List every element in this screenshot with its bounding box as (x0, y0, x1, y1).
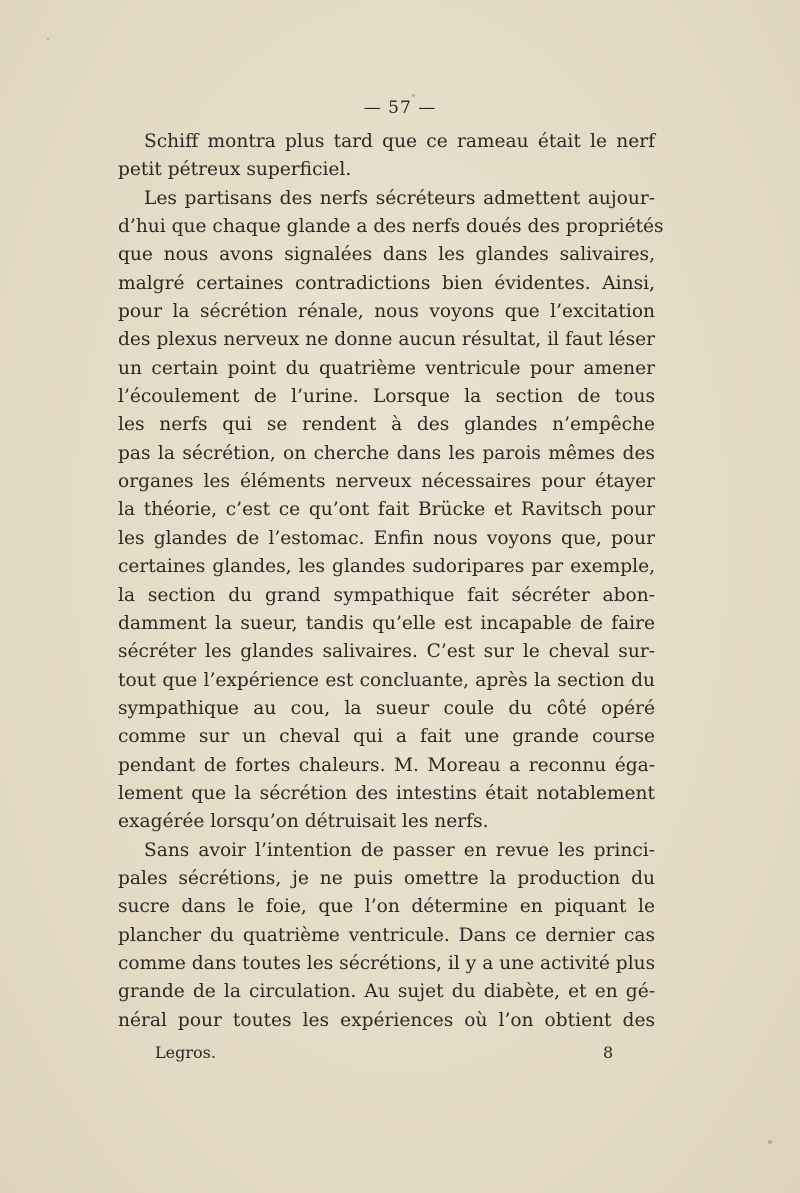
text-line: sucre dans le foie, que l’on détermine en piquant le (118, 896, 655, 918)
text-line: les glandes de l’estomac. Enfin nous voyons que, pour (118, 527, 655, 549)
text-line: un certain point du quatrième ventricule pour amener (118, 357, 655, 379)
text-line: organes les éléments nerveux nécessaires pour étayer (118, 471, 655, 493)
paper-speck (412, 94, 415, 97)
page-number: — 57 — (363, 98, 437, 118)
text-line: que nous avons signalées dans les glandes salivaires, (118, 244, 655, 266)
text-line: sympathique au cou, la sueur coule du côté opéré (118, 697, 655, 719)
text-line: la section du grand sympathique fait sécréter abon- (118, 584, 655, 606)
text-line: damment la sueur, tandis qu’elle est incapable de faire (118, 612, 655, 634)
text-line: pour la sécrétion rénale, nous voyons que l’excitation (118, 301, 655, 323)
text-line: grande de la circulation. Au sujet du diabète, et en gé- (118, 981, 655, 1003)
text-line: la théorie, c’est ce qu’ont fait Brücke et Ravitsch pour (118, 499, 655, 521)
text-line: Schiff montra plus tard que ce rameau était le nerf (144, 131, 655, 152)
text-line: l’écoulement de l’urine. Lorsque la section de tous (118, 386, 655, 408)
paper-speck (768, 1140, 772, 1144)
body-text (118, 128, 664, 1035)
text-line: pas la sécrétion, on cherche dans les parois mêmes des (118, 442, 655, 464)
text-line: d’hui que chaque glande a des nerfs doués des propriétés (118, 216, 664, 238)
text-line: des plexus nerveux ne donne aucun résultat, il faut léser (118, 329, 655, 351)
text-line: pales sécrétions, je ne puis omettre la production du (118, 867, 655, 889)
text-line: sécréter les glandes salivaires. C’est sur le cheval sur- (118, 641, 655, 663)
text-line: lement que la sécrétion des intestins était notablement (118, 782, 655, 804)
text-line: plancher du quatrième ventricule. Dans ce dernier cas (118, 924, 655, 946)
text-line: exagérée lorsqu’on détruisait les nerfs. (118, 811, 489, 833)
text-line: comme dans toutes les sécrétions, il y a une activité plus (118, 952, 656, 974)
text-line: néral pour toutes les expériences où l’on obtient des (118, 1009, 655, 1031)
text-line: certaines glandes, les glandes sudoripares par exemple, (118, 556, 655, 578)
text-line: petit pétreux superficiel. (118, 159, 352, 181)
sheet-number: 8 (603, 1043, 614, 1062)
text-line: malgré certaines contradictions bien évidentes. Ainsi, (118, 272, 655, 294)
text-line: Les partisans des nerfs sécréteurs admettent aujour- (144, 187, 655, 209)
text-line: comme sur un cheval qui a fait une grande course (118, 726, 655, 748)
text-line: les nerfs qui se rendent à des glandes n’empêche (118, 414, 655, 436)
text-line: pendant de fortes chaleurs. M. Moreau a reconnu éga- (118, 754, 655, 776)
text-line: tout que l’expérience est concluante, après la section du (118, 669, 655, 691)
text-line: Sans avoir l’intention de passer en revue les princi- (144, 839, 655, 861)
paper-speck (47, 38, 49, 40)
printer-signature: Legros. (155, 1043, 216, 1062)
